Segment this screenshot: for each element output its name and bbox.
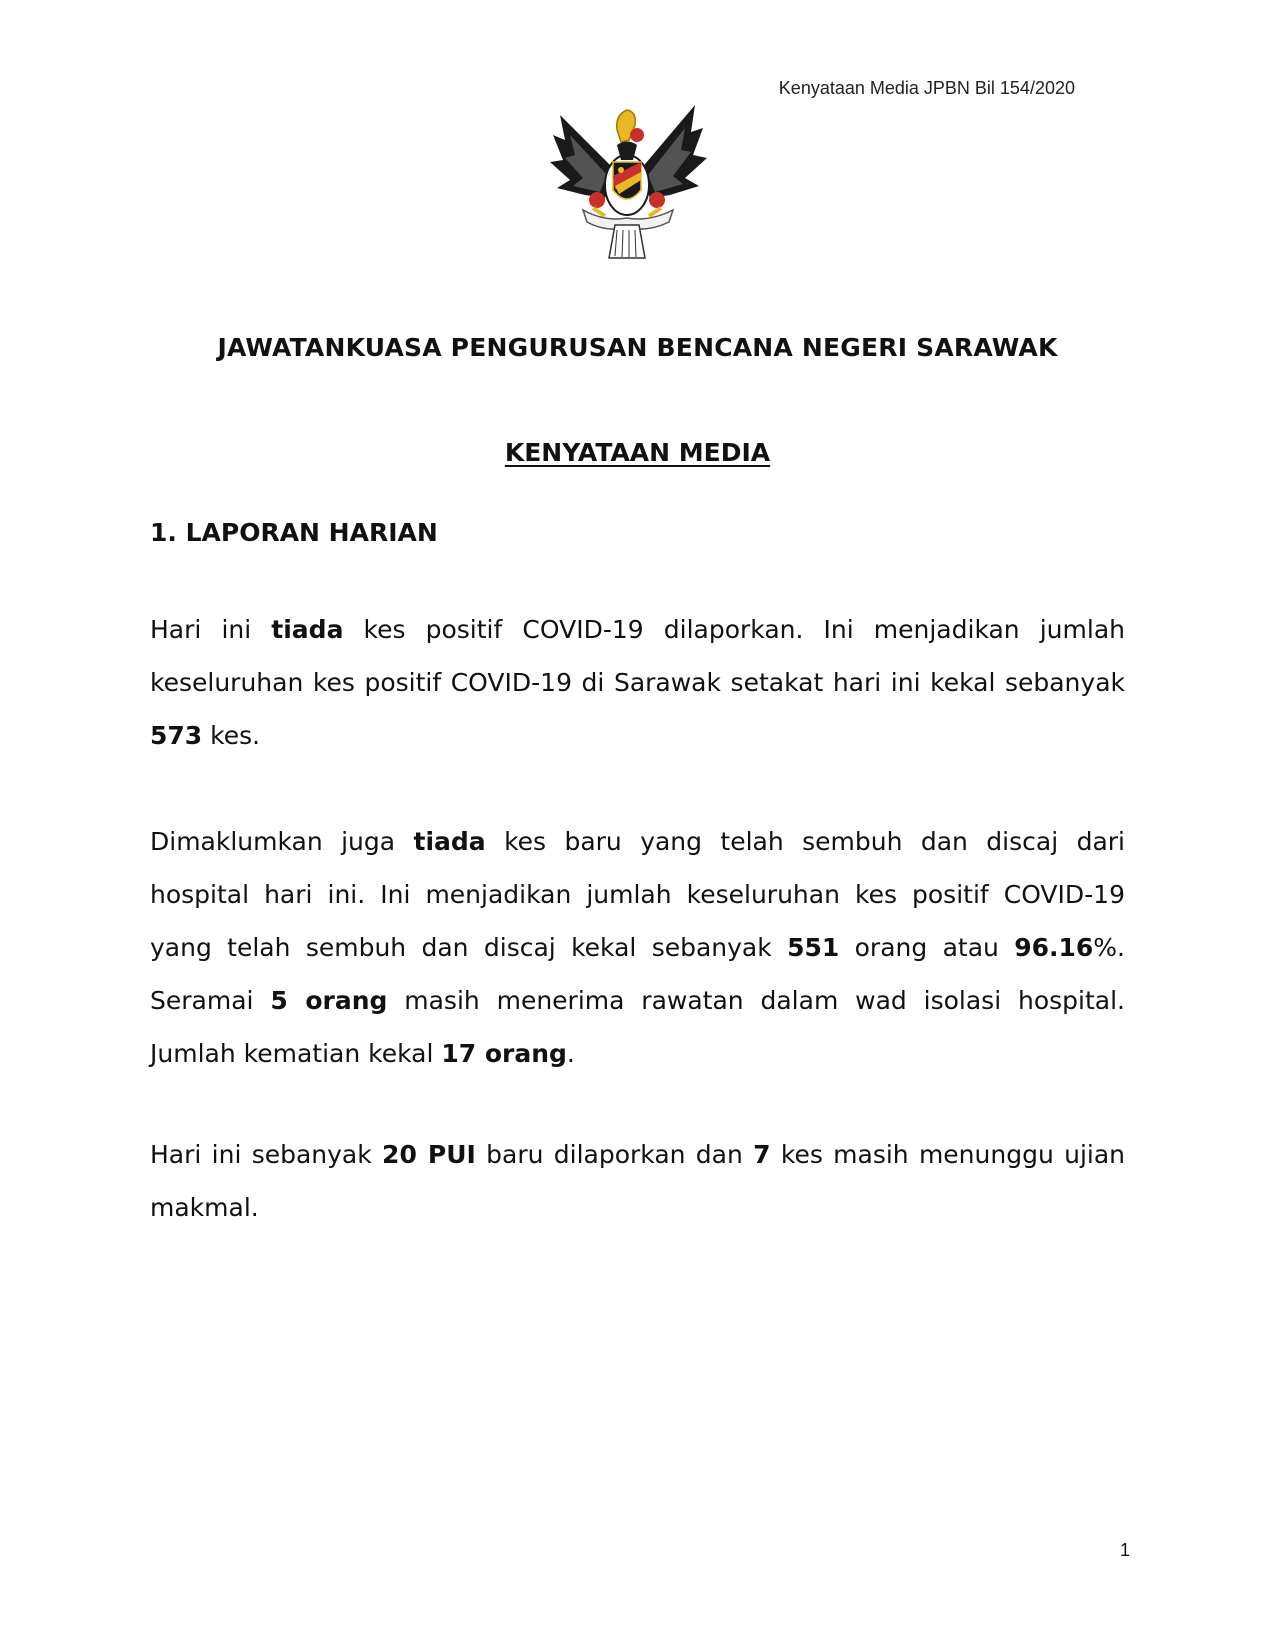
text: orang atau: [839, 933, 1015, 962]
bold-value: 17 orang: [441, 1039, 567, 1068]
reference-number: Kenyataan Media JPBN Bil 154/2020: [778, 78, 1075, 98]
paragraph-recoveries: [150, 815, 1125, 1080]
text: kes positif COVID-19 dilaporkan. Ini menjadikan jumlah keseluruhan kes positif COVID-19 di Sarawak setakat hari ini kekal sebanyak: [150, 615, 1125, 697]
text: Hari ini: [150, 615, 272, 644]
organization-title: JAWATANKUASA PENGURUSAN BENCANA NEGERI SARAWAK: [217, 333, 1058, 362]
bold-value: 5 orang: [270, 986, 388, 1015]
bold-value: 96.16: [1014, 933, 1094, 962]
text: Hari ini sebanyak: [150, 1140, 383, 1169]
text: baru dilaporkan dan: [475, 1140, 754, 1169]
paragraph-pui: [150, 1128, 1125, 1234]
bold-value: 551: [787, 933, 840, 962]
section-heading: 1. LAPORAN HARIAN: [150, 518, 438, 547]
bold-value: 573: [150, 721, 203, 750]
text: kes masih menunggu ujian makmal.: [150, 1140, 1126, 1222]
bold-value: 20 PUI: [382, 1140, 476, 1169]
text: kes.: [202, 721, 261, 750]
sarawak-coat-of-arms-icon: [545, 100, 710, 265]
text: %. Seramai: [150, 933, 1125, 1015]
bold-value: tiada: [413, 827, 486, 856]
paragraph-positive-cases: [150, 603, 1125, 762]
document-title: KENYATAAN MEDIA: [504, 438, 771, 467]
text: .: [566, 1039, 575, 1068]
text: masih menerima rawatan dalam wad isolasi hospital. Jumlah kematian kekal: [150, 986, 1125, 1068]
bold-value: 7: [753, 1140, 771, 1169]
page-number: 1: [1119, 1540, 1130, 1560]
bold-value: tiada: [271, 615, 344, 644]
text: kes baru yang telah sembuh dan discaj dari hospital hari ini. Ini menjadikan jumlah keseluruhan kes positif COVID-19 yang telah sembuh dan discaj kekal sebanyak: [150, 827, 1125, 962]
text: Dimaklumkan juga: [150, 827, 414, 856]
